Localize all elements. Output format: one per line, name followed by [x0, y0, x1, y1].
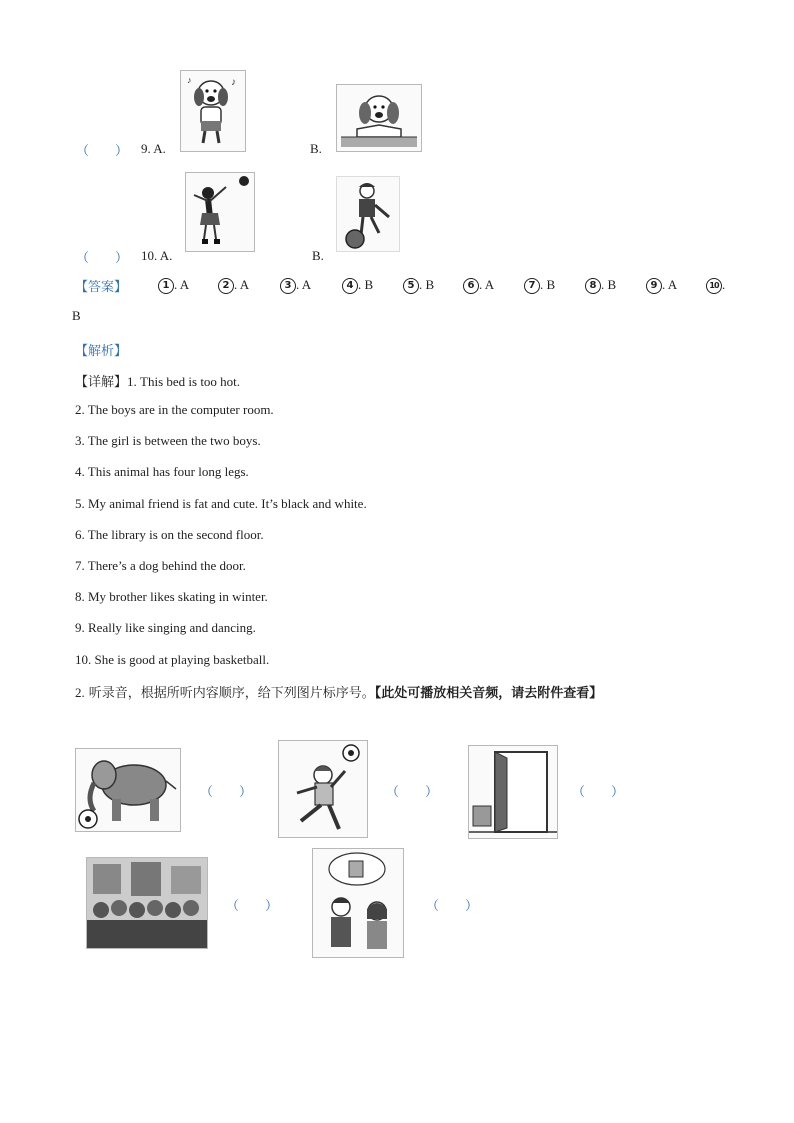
answer-label: 【答案】: [75, 280, 128, 295]
picture-2-blank[interactable]: （ ）: [386, 785, 439, 800]
answer-number-circle: 3: [280, 278, 296, 294]
detail-line: 7. There’s a dog behind the door.: [75, 558, 246, 573]
answer-value: . B: [601, 277, 617, 292]
answer-number-circle: 8: [585, 278, 601, 294]
detail-line: 3. The girl is between the two boys.: [75, 433, 261, 448]
answer-value: . A: [234, 277, 250, 292]
boy-basketball-image: [336, 176, 400, 252]
dog-reading-image: [336, 84, 422, 152]
elephant-football-image: [75, 748, 181, 832]
answer-number-circle: 4: [342, 278, 358, 294]
answer-item: [646, 277, 677, 294]
answer-item: [403, 277, 434, 294]
detail-line: 2. The boys are in the computer room.: [75, 402, 274, 417]
picture-4-blank[interactable]: （ ）: [226, 899, 279, 914]
answer-item: [342, 277, 373, 294]
q10-option-b-label: B.: [312, 248, 324, 263]
answer-value: . A: [174, 277, 190, 292]
answer-item: [463, 277, 494, 294]
detail-line: [75, 371, 240, 390]
picture-3-blank[interactable]: （ ）: [572, 785, 625, 800]
detail-text: 1. This bed is too hot.: [127, 374, 241, 389]
q9-option-b-label: B.: [310, 141, 322, 156]
answer-item: [706, 277, 725, 294]
q10-number: 10. A.: [141, 248, 173, 263]
audience-image: [86, 857, 208, 949]
answer-number-circle: 2: [218, 278, 234, 294]
detail-line: 10. She is good at playing basketball.: [75, 652, 270, 667]
answer-item: [524, 277, 555, 294]
answer-value: . A: [296, 277, 312, 292]
answer-value: . A: [662, 277, 678, 292]
answer-item: [158, 277, 189, 294]
two-children-talking-image: [312, 848, 404, 958]
door-image: [468, 745, 558, 839]
detail-line: 8. My brother likes skating in winter.: [75, 589, 268, 604]
answer-number-circle: 1: [158, 278, 174, 294]
svg-text:♪: ♪: [187, 75, 192, 85]
picture-5-blank[interactable]: （ ）: [426, 899, 479, 914]
answer-number-circle: 6: [463, 278, 479, 294]
analysis-label: 【解析】: [75, 344, 128, 359]
girl-volleyball-image: [185, 172, 255, 252]
answer-item: [280, 277, 311, 294]
question-2-number: 2.: [75, 685, 85, 700]
detail-label: 【详解】: [75, 375, 128, 390]
detail-line: 9. Really like singing and dancing.: [75, 620, 256, 635]
answer-item: [585, 277, 616, 294]
svg-text:♪: ♪: [231, 77, 236, 88]
answer-number-circle: 7: [524, 278, 540, 294]
answer-value: . B: [358, 277, 374, 292]
answer-value: . B: [419, 277, 435, 292]
picture-1-blank[interactable]: （ ）: [200, 785, 253, 800]
detail-line: 6. The library is on the second floor.: [75, 527, 264, 542]
boy-kicking-ball-image: [278, 740, 368, 838]
detail-line: 5. My animal friend is fat and cute. It’s black and white.: [75, 496, 367, 511]
q10-answer-blank[interactable]: （ ）: [76, 251, 129, 266]
q9-answer-blank[interactable]: （ ）: [76, 144, 129, 159]
detail-line: 4. This animal has four long legs.: [75, 464, 249, 479]
answer-value: . B: [540, 277, 556, 292]
question-2-audio-note: 【此处可播放相关音频，请去附件查看】: [374, 686, 603, 701]
q9-number: 9. A.: [141, 141, 166, 156]
answer-number-circle: 10: [706, 278, 722, 294]
answer-value: .: [722, 277, 726, 292]
question-2-prompt: [75, 682, 602, 702]
dog-singing-image: [180, 70, 246, 152]
answer-overflow: B: [72, 308, 81, 323]
answer-number-circle: 5: [403, 278, 419, 294]
answer-item: [218, 277, 249, 294]
answer-number-circle: 9: [646, 278, 662, 294]
question-2-text: 听录音，根据所听内容顺序，给下列图片标序号。: [88, 686, 375, 701]
answer-value: . A: [479, 277, 495, 292]
